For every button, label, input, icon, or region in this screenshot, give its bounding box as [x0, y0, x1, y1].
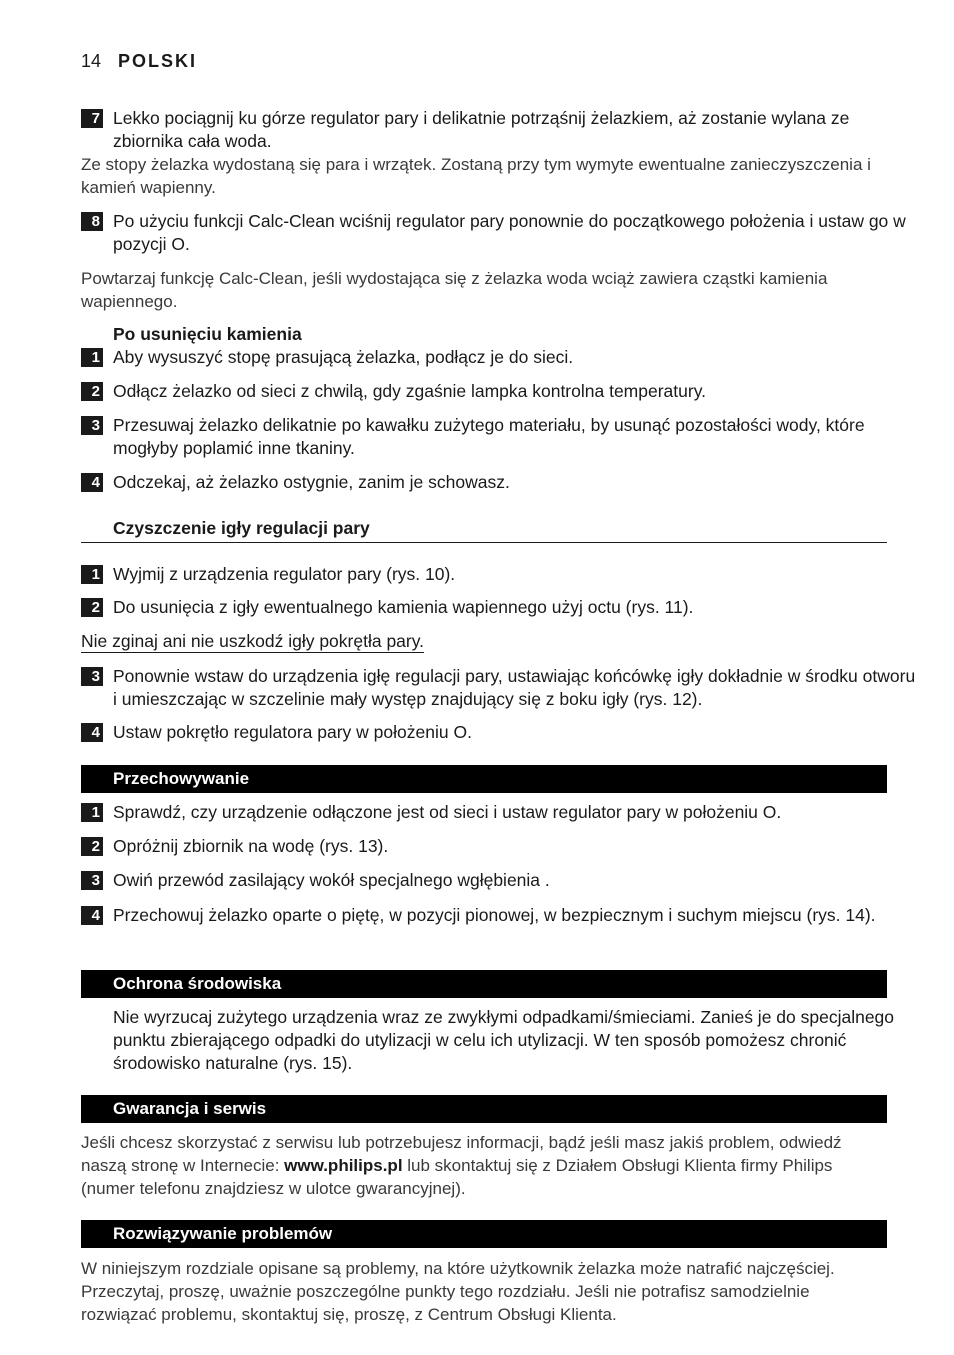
environment-heading-bar: Ochrona środowiska	[81, 970, 887, 998]
step-text: Przesuwaj żelazko delikatnie po kawałku zużytego materiału, by usunąć pozostałości wody, które mogłyby poplamić inne tkaniny.	[113, 415, 865, 458]
step-number-badge: 2	[81, 382, 103, 401]
step-text: Do usunięcia z igły ewentualnego kamienia wapiennego użyj octu (rys. 11).	[113, 597, 694, 617]
page-header	[81, 50, 197, 72]
section-rule	[81, 542, 887, 543]
step-text: Odczekaj, aż żelazko ostygnie, zanim je schowasz.	[113, 472, 510, 492]
calc-note-7: Ze stopy żelazka wydostaną się para i wrzątek. Zostaną przy tym wymyte ewentualne zanieczyszczenia i kamień wapienny.	[81, 155, 871, 197]
storage-heading-bar: Przechowywanie	[81, 765, 887, 793]
after-step-3	[81, 414, 919, 460]
step-text: Sprawdź, czy urządzenie odłączone jest od sieci i ustaw regulator pary w położeniu O.	[113, 802, 782, 822]
needle-heading: Czyszczenie igły regulacji pary	[113, 518, 370, 538]
step-number-badge: 3	[81, 667, 103, 686]
after-step-4	[81, 471, 919, 494]
warranty-text-after: lub skontaktuj się z Działem Obsługi Klienta firmy Philips (numer telefonu znajdziesz w ulotce gwarancyjnej).	[81, 1156, 833, 1198]
language-label: POLSKI	[118, 51, 198, 71]
step-text: Odłącz żelazko od sieci z chwilą, gdy zgaśnie lampka kontrolna temperatury.	[113, 381, 707, 401]
step-number-badge: 1	[81, 803, 103, 822]
needle-step-3	[81, 665, 919, 711]
needle-step-2	[81, 596, 919, 619]
warranty-text	[81, 1131, 887, 1200]
storage-step-2	[81, 835, 919, 858]
page-number: 14	[81, 51, 102, 71]
needle-warning	[81, 630, 887, 653]
step-text: Owiń przewód zasilający wokół specjalnego wgłębienia .	[113, 870, 550, 890]
step-number-badge: 4	[81, 906, 103, 925]
step-number-badge: 7	[81, 109, 103, 128]
warranty-heading-bar: Gwarancja i serwis	[81, 1095, 887, 1123]
step-number-badge: 1	[81, 348, 103, 367]
troubleshooting-text: W niniejszym rozdziale opisane są problemy, na które użytkownik żelazka może natrafić najczęściej. Przeczytaj, proszę, uważnie poszczególne punkty tego rozdziału. Jeśli nie potrafisz samodzielnie rozwiązać problemu, skontaktuj się, proszę, z Centrum Obsługi Klienta.	[81, 1259, 835, 1324]
step-number-badge: 4	[81, 473, 103, 492]
step-text: Ponownie wstaw do urządzenia igłę regulacji pary, ustawiając końcówkę igły dokładnie w środku otworu i umieszczając w szczelinie mały występ znajdujący się z boku igły (rys. 12).	[113, 666, 916, 709]
step-text: Aby wysuszyć stopę prasującą żelazka, podłącz je do sieci.	[113, 347, 574, 367]
needle-step-4	[81, 721, 919, 744]
step-number-badge: 4	[81, 723, 103, 742]
step-text: Przechowuj żelazko oparte o piętę, w pozycji pionowej, w bezpiecznym i suchym miejscu (rys. 14).	[113, 905, 876, 925]
environment-text: Nie wyrzucaj zużytego urządzenia wraz ze zwykłymi odpadkami/śmieciami. Zanieś je do specjalnego punktu zbierającego odpadki do utylizacji w celu ich utylizacji. W ten sposób pomożesz chronić środowisko naturalne (rys. 15).	[113, 1007, 895, 1073]
step-number-badge: 3	[81, 871, 103, 890]
step-text: Wyjmij z urządzenia regulator pary (rys. 10).	[113, 564, 456, 584]
step-text: Ustaw pokrętło regulatora pary w położeniu O.	[113, 722, 472, 742]
after-step-2	[81, 380, 919, 403]
after-descaling-heading: Po usunięciu kamienia	[113, 324, 302, 344]
philips-website-link[interactable]: www.philips.pl	[284, 1156, 403, 1175]
after-step-1	[81, 346, 919, 369]
step-number-badge: 2	[81, 837, 103, 856]
step-text: Lekko pociągnij ku górze regulator pary i delikatnie potrząśnij żelazkiem, aż zostanie wylana ze zbiornika cała woda.	[113, 108, 850, 151]
step-number-badge: 8	[81, 212, 103, 231]
step-number-badge: 2	[81, 598, 103, 617]
storage-step-4	[81, 904, 919, 927]
storage-step-1	[81, 801, 919, 824]
step-text: Opróżnij zbiornik na wodę (rys. 13).	[113, 836, 389, 856]
needle-step-1	[81, 563, 919, 586]
calc-step-8	[81, 210, 919, 256]
troubleshooting-heading-bar: Rozwiązywanie problemów	[81, 1220, 887, 1248]
calc-note-8: Powtarzaj funkcję Calc-Clean, jeśli wydostająca się z żelazka woda wciąż zawiera cząstki kamienia wapiennego.	[81, 269, 828, 311]
warranty-text-before: Jeśli chcesz skorzystać z serwisu lub potrzebujesz informacji, bądź jeśli masz jakiś problem, odwiedź naszą stronę w Internecie:	[81, 1133, 842, 1175]
warning-text: Nie zginaj ani nie uszkodź igły pokrętła pary.	[81, 631, 425, 651]
step-number-badge: 1	[81, 565, 103, 584]
step-number-badge: 3	[81, 416, 103, 435]
storage-step-3	[81, 869, 919, 892]
calc-step-7	[81, 107, 919, 153]
step-text: Po użyciu funkcji Calc-Clean wciśnij regulator pary ponownie do początkowego położenia i ustaw go w pozycji O.	[113, 211, 906, 254]
